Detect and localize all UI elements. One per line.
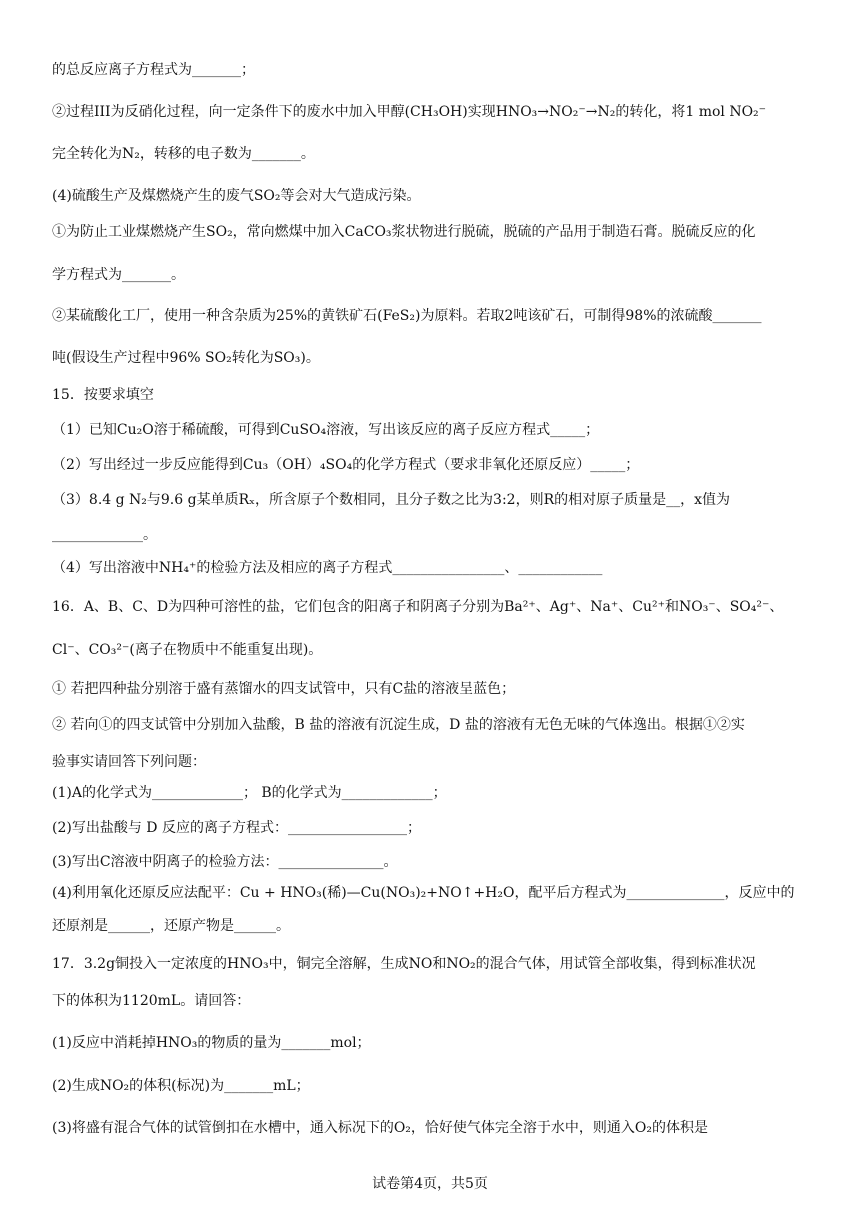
text-line: 下的体积为1120mL。请回答：: [52, 993, 251, 1009]
text-line: Cl⁻、CO₃²⁻(离子在物质中不能重复出现)。: [52, 642, 323, 658]
text-line: (2)写出盐酸与 D 反应的离子方程式：_________________；: [52, 820, 421, 836]
text-line: ② 若向①的四支试管中分别加入盐酸，B 盐的溶液有沉淀生成，D 盐的溶液有无色无味的气体逸出。根据①②实: [52, 717, 745, 733]
text-line: (3)写出C溶液中阴离子的检验方法：_______________。: [52, 854, 398, 870]
text-line: _____________。: [52, 527, 157, 543]
text-line: 还原剂是______，还原产物是______。: [52, 918, 290, 934]
text-line: (4)硫酸生产及煤燃烧产生的废气SO₂等会对大气造成污染。: [52, 188, 421, 204]
question-15-heading: 15．按要求填空: [52, 387, 154, 403]
text-line: 学方程式为_______。: [52, 267, 185, 283]
text-line: ①为防止工业煤燃烧产生SO₂，常向燃煤中加入CaCO₃浆状物进行脱硫，脱硫的产品用于制造石膏。脱硫反应的化: [52, 224, 756, 240]
text-line: 的总反应离子方程式为_______；: [52, 62, 255, 78]
text-line: 验事实请回答下列问题：: [52, 754, 206, 770]
text-line: 完全转化为N₂，转移的电子数为_______。: [52, 146, 315, 162]
text-line: ②某硫酸化工厂，使用一种含杂质为25%的黄铁矿石(FeS₂)为原料。若取2吨该矿石，可制得98%的浓硫酸_______: [52, 308, 762, 324]
text-line: （1）已知Cu₂O溶于稀硫酸，可得到CuSO₄溶液，写出该反应的离子反应方程式_____；: [52, 422, 600, 438]
text-line: (4)利用氧化还原反应法配平：Cu + HNO₃(稀)—Cu(NO₃)₂+NO↑+H₂O，配平后方程式为______________，反应中的: [52, 885, 795, 901]
text-line: (1)反应中消耗掉HNO₃的物质的量为_______mol；: [52, 1035, 371, 1051]
text-line: （4）写出溶液中NH₄⁺的检验方法及相应的离子方程式________________、____________: [52, 560, 603, 576]
text-line: (1)A的化学式为_____________； B的化学式为_____________；: [52, 785, 447, 801]
text-line: （3）8.4 g N₂与9.6 g某单质Rₓ，所含原子个数相同，且分子数之比为3:2，则R的相对原子质量是__，x值为: [52, 492, 731, 508]
text-line: 吨(假设生产过程中96% SO₂转化为SO₃)。: [52, 350, 320, 366]
text-line: ① 若把四种盐分别溶于盛有蒸馏水的四支试管中，只有C盐的溶液呈蓝色；: [52, 681, 516, 697]
question-16-heading: 16．A、B、C、D为四种可溶性的盐，它们包含的阳离子和阴离子分别为Ba²⁺、Ag⁺、Na⁺、Cu²⁺和NO₃⁻、SO₄²⁻、: [52, 599, 784, 615]
text-line: (2)生成NO₂的体积(标况)为_______mL；: [52, 1078, 310, 1094]
page-footer: 试卷第4页，共5页: [372, 1176, 488, 1192]
text-line: (3)将盛有混合气体的试管倒扣在水槽中，通入标况下的O₂，恰好使气体完全溶于水中，则通入O₂的体积是: [52, 1120, 709, 1136]
text-line: ②过程III为反硝化过程，向一定条件下的废水中加入甲醇(CH₃OH)实现HNO₃→NO₂⁻→N₂的转化，将1 mol NO₂⁻: [52, 104, 767, 120]
text-line: （2）写出经过一步反应能得到Cu₃（OH）₄SO₄的化学方程式（要求非氧化还原反应）_____；: [52, 457, 640, 473]
question-17-heading: 17．3.2g铜投入一定浓度的HNO₃中，铜完全溶解，生成NO和NO₂的混合气体，用试管全部收集，得到标准状况: [52, 956, 756, 972]
